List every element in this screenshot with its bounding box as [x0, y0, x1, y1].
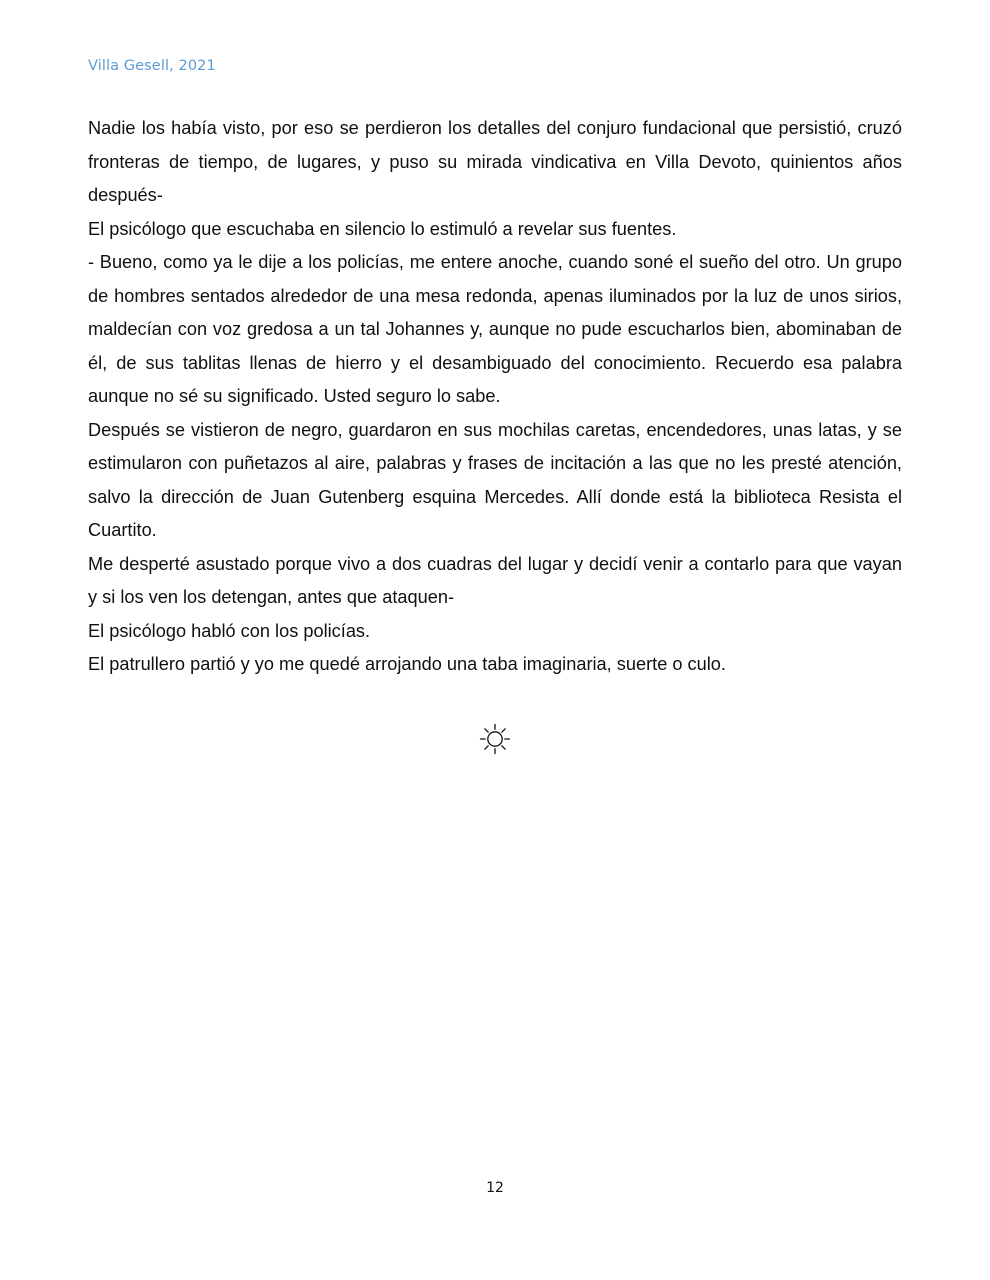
paragraph: El patrullero partió y yo me quedé arrojando una taba imaginaria, suerte o culo. [88, 654, 726, 674]
running-header: Villa Gesell, 2021 [88, 58, 216, 74]
paragraph: Nadie los había visto, por eso se perdieron los detalles del conjuro fundacional que persistió, cruzó fronteras de tiempo, de lugares, y puso su mirada vindicativa en Villa Devoto, quinientos años después- [88, 118, 902, 205]
paragraph: Me desperté asustado porque vivo a dos cuadras del lugar y decidí venir a contarlo para que vayan y si los ven los detengan, antes que ataquen- [88, 553, 902, 607]
sun-icon [479, 723, 511, 755]
body-text [88, 112, 902, 682]
paragraph: Después se vistieron de negro, guardaron en sus mochilas caretas, encendedores, unas latas, y se estimularon con puñetazos al aire, palabras y frases de incitación a las que no les presté atención, salvo la dirección de Juan Gutenberg esquina Mercedes. Allí donde está la biblioteca Resista el Cuartito. [88, 419, 902, 540]
paragraph: El psicólogo que escuchaba en silencio lo estimuló a revelar sus fuentes. [88, 218, 677, 239]
paragraph: El psicólogo habló con los policías. [88, 620, 371, 641]
sun-icon-graphic [479, 723, 511, 755]
paragraph: - Bueno, como ya le dije a los policías, me entere anoche, cuando soné el sueño del otro. Un grupo de hombres sentados alrededor de una mesa redonda, apenas iluminados por la luz de unos sirios, maldecían con voz gredosa a un tal Johannes y, aunque no pude escucharlos bien, abominaban de él, de sus tablitas llenas de hierro y el desambiguado del conocimiento. Recuerdo esa palabra aunque no sé su significado. Usted seguro lo sabe. [88, 252, 902, 406]
page-number: 12 [486, 1180, 504, 1196]
